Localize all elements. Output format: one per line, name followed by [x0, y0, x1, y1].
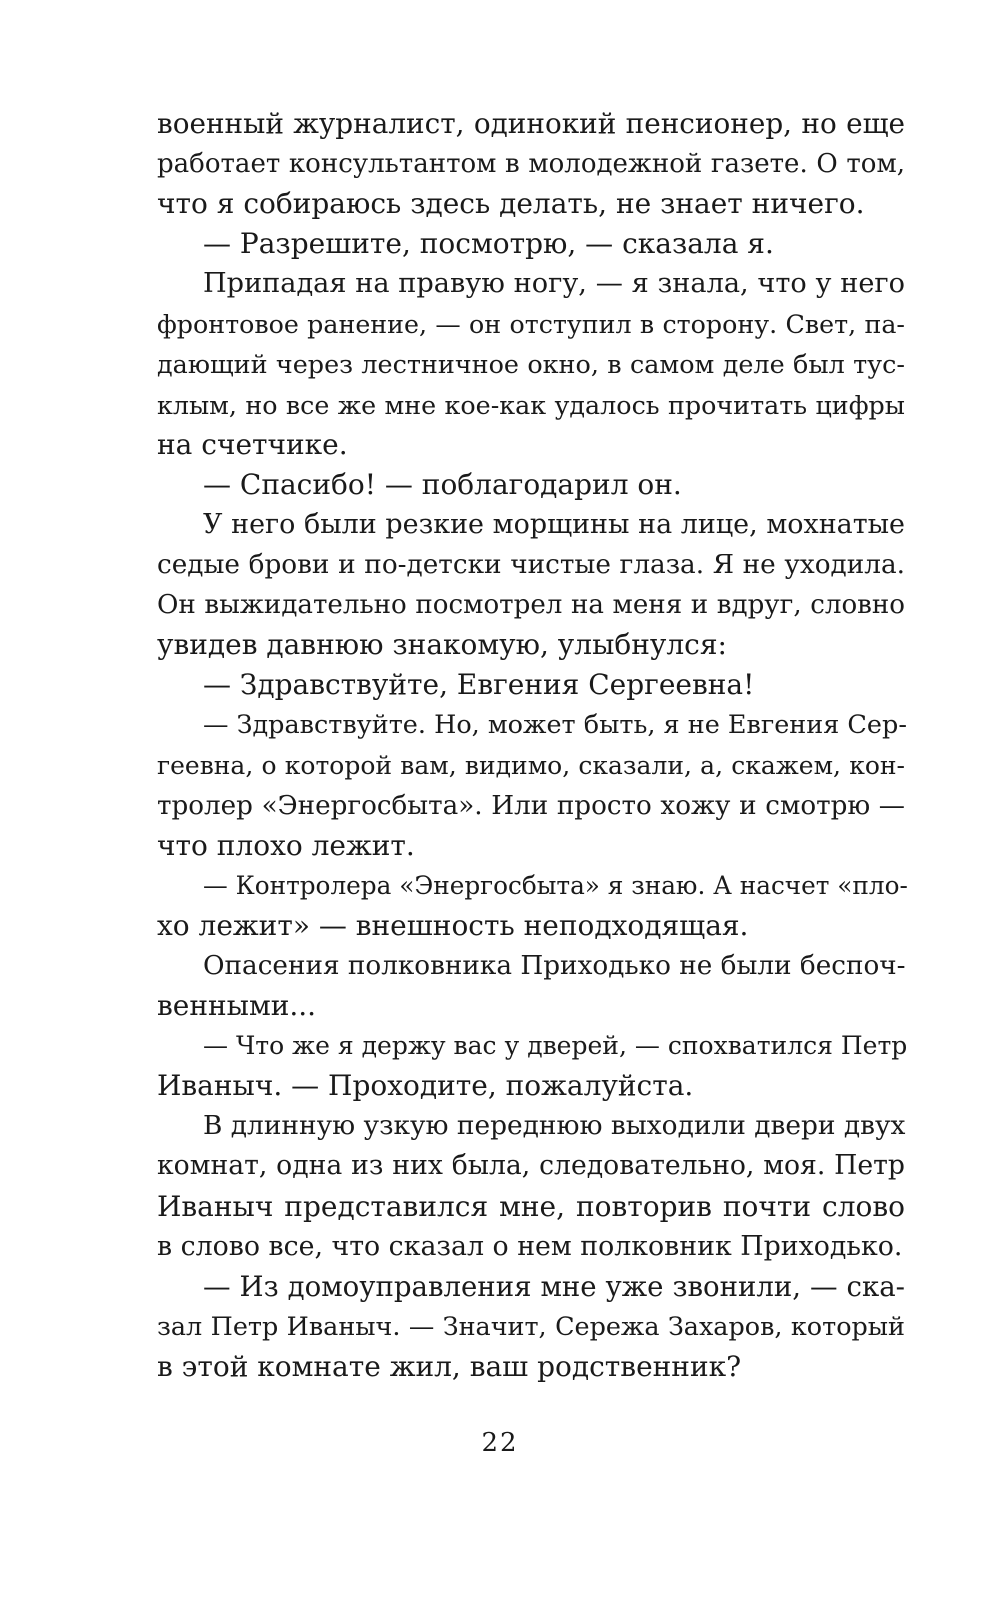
text-line: дающий через лестничное окно, в самом деле был тус- [157, 349, 905, 380]
text-line: в этой комнате жил, ваш родственник? [157, 1349, 742, 1383]
text-line: военный журналист, одинокий пенсионер, но еще [157, 107, 905, 140]
text-line: В длинную узкую переднюю выходили двери двух [203, 1110, 906, 1142]
text-line: — Разрешите, посмотрю, — сказала я. [203, 227, 774, 261]
text-line: в слово все, что сказал о нем полковник Приходько. [157, 1230, 903, 1262]
text-line: Припадая на правую ногу, — я знала, что у него [203, 268, 905, 300]
text-line: зал Петр Иваныч. — Значит, Сережа Захаров, который [157, 1311, 905, 1342]
text-line: Он выжидательно посмотрел на меня и вдруг, словно [157, 590, 905, 621]
text-line: седые брови и по-детски чистые глаза. Я не уходила. [157, 550, 905, 581]
page-number: 22 [481, 1428, 519, 1458]
text-line: — Из домоуправления мне уже звонили, — ска- [203, 1269, 905, 1303]
text-line: что я собираюсь здесь делать, не знает ничего. [157, 187, 865, 221]
text-line: Иваныч представился мне, повторив почти слово [157, 1189, 905, 1223]
text-line: — Здравствуйте. Но, может быть, я не Евгения Сер- [203, 710, 907, 741]
text-line: фронтовое ранение, — он отступил в сторону. Свет, па- [157, 309, 905, 340]
body-text [157, 104, 908, 1387]
text-line: увидев давнюю знакомую, улыбнулся: [157, 628, 727, 662]
text-line: — Контролера «Энергосбыта» я знаю. А насчет «пло- [203, 870, 908, 900]
text-line: У него были резкие морщины на лице, мохнатые [203, 508, 905, 540]
text-line: Иваныч. — Проходите, пожалуйста. [157, 1069, 694, 1103]
text-line: венными... [157, 989, 317, 1023]
text-line: клым, но все же мне кое-как удалось прочитать цифры [157, 389, 905, 420]
text-line: работает консультантом в молодежной газете. О том, [157, 149, 905, 180]
text-line: геевна, о которой вам, видимо, сказали, а, скажем, кон- [157, 750, 905, 780]
text-line: хо лежит» — внешность неподходящая. [157, 908, 749, 942]
text-line: — Спасибо! — поблагодарил он. [203, 467, 682, 501]
text-line: на счетчике. [157, 427, 348, 461]
text-line: — Что же я держу вас у дверей, — спохватился Петр [203, 1031, 908, 1061]
text-line: тролер «Энергосбыта». Или просто хожу и смотрю — [157, 790, 905, 821]
text-line: комнат, одна из них была, следовательно, моя. Петр [157, 1150, 905, 1182]
text-line: что плохо лежит. [157, 828, 415, 862]
text-line: Опасения полковника Приходько не были беспоч- [203, 950, 906, 981]
text-line: — Здравствуйте, Евгения Сергеевна! [203, 668, 755, 702]
